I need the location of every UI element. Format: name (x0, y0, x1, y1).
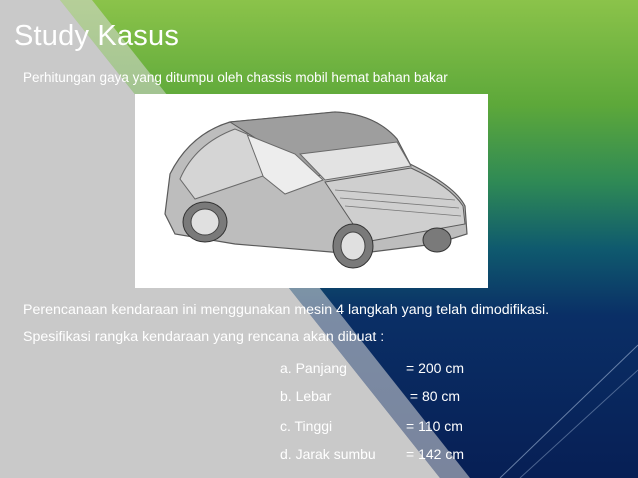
paragraph-engine: Perencanaan kendaraan ini menggunakan mesin 4 langkah yang telah dimodifikasi. (23, 302, 550, 318)
spec-label-panjang: a. Panjang (280, 360, 347, 376)
decor-line (500, 345, 638, 478)
slide-title: Study Kasus (14, 20, 180, 52)
spec-value-lebar: = 80 cm (406, 388, 461, 404)
spec-value-panjang: = 200 cm (406, 360, 464, 376)
spec-label-tinggi: c. Tinggi (280, 418, 333, 434)
slide-subtitle: Perhitungan gaya yang ditumpu oleh chassis mobil hemat bahan bakar (23, 70, 448, 85)
spec-label-lebar: b. Lebar (280, 388, 332, 404)
spec-value-jarak-sumbu: = 142 cm (406, 446, 464, 462)
car-illustration (135, 94, 488, 288)
spec-label-jarak-sumbu: d. Jarak sumbu (280, 446, 376, 462)
decor-line (520, 370, 638, 478)
car-image (135, 94, 488, 288)
paragraph-specs-intro: Spesifikasi rangka kendaraan yang rencana akan dibuat : (23, 329, 385, 345)
spec-value-tinggi: = 110 cm (406, 418, 463, 434)
